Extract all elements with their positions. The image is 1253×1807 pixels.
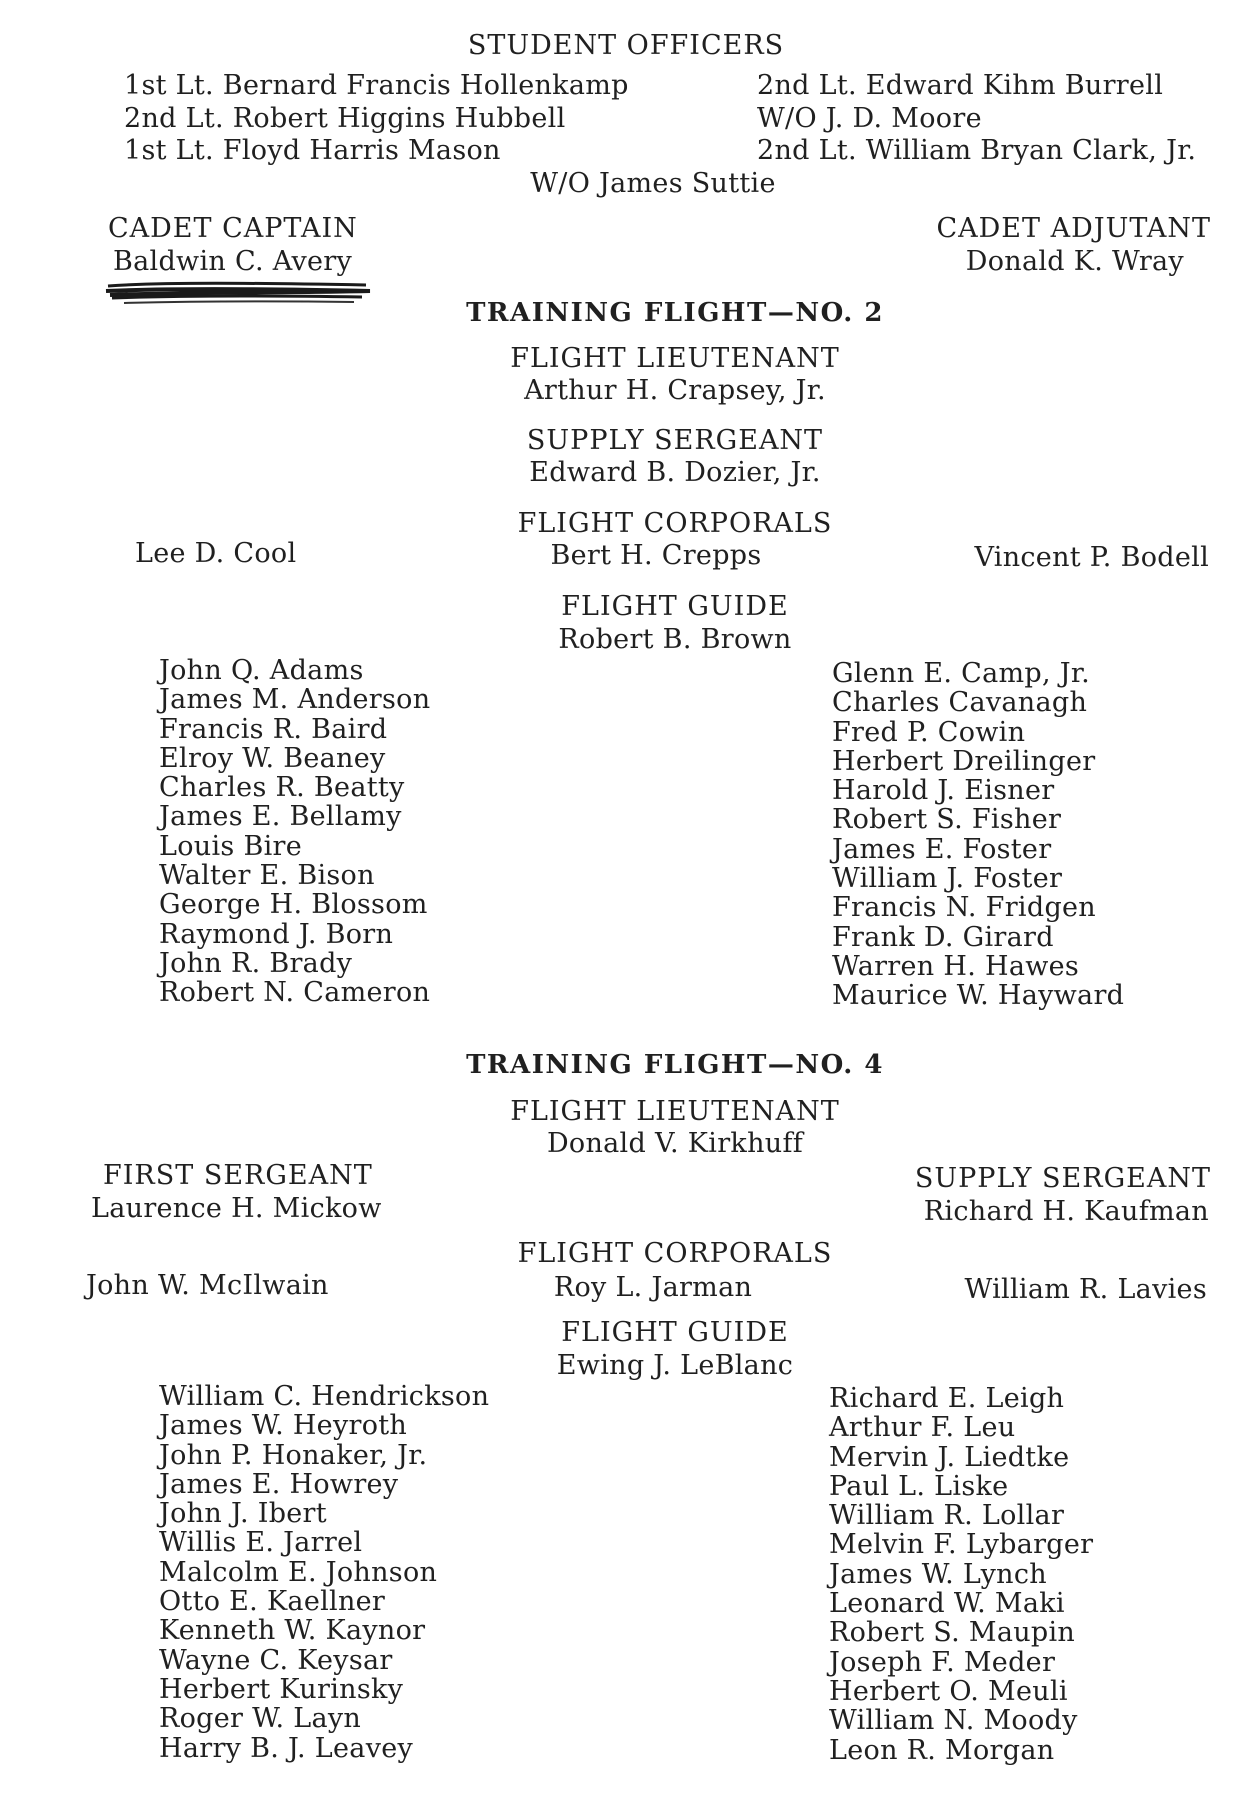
member-name: Louis Bire — [159, 830, 303, 862]
flight4-guide-name: Ewing J. LeBlanc — [556, 1350, 794, 1381]
flight4-lieutenant-title: FLIGHT LIEUTENANT — [510, 1096, 840, 1127]
ink-scribble-underline — [104, 280, 374, 306]
member-name: Herbert O. Meuli — [829, 1675, 1068, 1707]
member-name: Richard E. Leigh — [829, 1383, 1065, 1414]
flight2-supply-name: Edward B. Dozier, Jr. — [529, 457, 821, 488]
member-name: Wayne C. Keysar — [159, 1644, 393, 1676]
cadet-captain-name: Baldwin C. Avery — [113, 246, 353, 277]
member-name: James W. Lynch — [829, 1558, 1047, 1590]
member-name: John Q. Adams — [159, 655, 364, 686]
student-officer-name: 2nd Lt. Edward Kihm Burrell — [757, 70, 1164, 101]
flight4-supply-title: SUPPLY SERGEANT — [914, 1163, 1211, 1194]
member-name: Melvin F. Lybarger — [829, 1529, 1094, 1561]
flight4-corporals-title: FLIGHT CORPORALS — [517, 1238, 833, 1269]
student-officer-name: W/O James Suttie — [530, 168, 776, 199]
member-name: Warren H. Hawes — [832, 950, 1080, 982]
member-name: Fred P. Cowin — [832, 716, 1026, 748]
student-officers-heading: STUDENT OFFICERS — [467, 30, 785, 61]
member-name: Maurice W. Hayward — [832, 980, 1125, 1012]
cadet-captain-title: CADET CAPTAIN — [108, 213, 358, 244]
member-name: Glenn E. Camp, Jr. — [832, 658, 1090, 689]
member-name: William R. Lollar — [829, 1500, 1065, 1532]
member-name: George H. Blossom — [159, 889, 428, 921]
cadet-adjutant-name: Donald K. Wray — [965, 246, 1184, 277]
flight4-guide-title: FLIGHT GUIDE — [561, 1317, 789, 1348]
member-name: Paul L. Liske — [829, 1470, 1009, 1502]
member-name: James E. Howrey — [159, 1468, 399, 1500]
flight4-heading: TRAINING FLIGHT—NO. 4 — [466, 1050, 884, 1080]
member-name: John R. Brady — [159, 947, 353, 979]
flight4-lieutenant-name: Donald V. Kirkhuff — [546, 1128, 804, 1159]
member-name: Leon R. Morgan — [829, 1734, 1055, 1766]
member-name: Herbert Dreilinger — [832, 745, 1096, 777]
member-name: William J. Foster — [832, 863, 1063, 895]
flight4-members-right — [829, 1384, 1093, 1765]
flight4-first-sergeant-title: FIRST SERGEANT — [103, 1160, 373, 1191]
member-name: Otto E. Kaellner — [159, 1586, 386, 1618]
flight4-corporal-right: William R. Lavies — [964, 1274, 1207, 1305]
member-name: Harold J. Eisner — [832, 775, 1055, 807]
member-name: Robert S. Maupin — [829, 1617, 1076, 1649]
flight2-guide-title: FLIGHT GUIDE — [561, 591, 789, 622]
flight2-corporal-right: Vincent P. Bodell — [974, 542, 1209, 573]
member-name: James E. Foster — [832, 833, 1052, 865]
member-name: Walter E. Bison — [159, 860, 375, 892]
flight2-lieutenant-name: Arthur H. Crapsey, Jr. — [524, 375, 826, 406]
member-name: Francis R. Baird — [159, 713, 388, 745]
member-name: Kenneth W. Kaynor — [159, 1615, 426, 1647]
member-name: John P. Honaker, Jr. — [159, 1439, 428, 1471]
flight4-corporal-left: John W. McIlwain — [86, 1270, 329, 1301]
member-name: Raymond J. Born — [159, 918, 394, 950]
flight2-members-left — [159, 656, 430, 1008]
member-name: Robert N. Cameron — [159, 977, 431, 1009]
member-name: Elroy W. Beaney — [159, 742, 386, 774]
student-officer-name: 2nd Lt. Robert Higgins Hubbell — [124, 103, 566, 134]
member-name: James M. Anderson — [159, 684, 431, 716]
member-name: Harry B. J. Leavey — [159, 1732, 414, 1764]
flight4-corporal-center: Roy L. Jarman — [553, 1272, 753, 1303]
member-name: Francis N. Fridgen — [832, 892, 1096, 924]
flight2-corporals-title: FLIGHT CORPORALS — [517, 508, 833, 539]
member-name: John J. Ibert — [159, 1498, 327, 1530]
member-name: Charles Cavanagh — [832, 687, 1088, 719]
flight2-heading: TRAINING FLIGHT—NO. 2 — [466, 298, 884, 328]
flight2-corporal-center: Bert H. Crepps — [550, 540, 762, 571]
member-name: Joseph F. Meder — [829, 1646, 1056, 1678]
cadet-adjutant-title: CADET ADJUTANT — [936, 213, 1211, 244]
member-name: Roger W. Layn — [159, 1703, 362, 1735]
flight2-corporal-left: Lee D. Cool — [135, 538, 297, 569]
member-name: Charles R. Beatty — [159, 772, 405, 804]
flight2-guide-name: Robert B. Brown — [558, 624, 792, 655]
member-name: Willis E. Jarrel — [159, 1527, 363, 1559]
member-name: Mervin J. Liedtke — [829, 1441, 1070, 1473]
member-name: James W. Heyroth — [159, 1410, 408, 1442]
flight2-members-right — [832, 659, 1124, 1011]
student-officer-name: 1st Lt. Bernard Francis Hollenkamp — [124, 70, 629, 101]
member-name: Robert S. Fisher — [832, 804, 1062, 836]
flight2-supply-title: SUPPLY SERGEANT — [526, 425, 824, 456]
student-officer-name: 1st Lt. Floyd Harris Mason — [124, 135, 501, 166]
member-name: Leonard W. Maki — [829, 1588, 1065, 1620]
student-officer-name: 2nd Lt. William Bryan Clark, Jr. — [757, 135, 1197, 166]
student-officer-name: W/O J. D. Moore — [757, 103, 982, 134]
member-name: William C. Hendrickson — [159, 1381, 490, 1412]
flight4-first-sergeant-name: Laurence H. Mickow — [91, 1193, 382, 1224]
flight4-supply-name: Richard H. Kaufman — [923, 1196, 1209, 1227]
member-name: Malcolm E. Johnson — [159, 1556, 438, 1588]
member-name: James E. Bellamy — [159, 801, 402, 833]
member-name: William N. Moody — [829, 1705, 1078, 1737]
member-name: Herbert Kurinsky — [159, 1673, 404, 1705]
flight2-lieutenant-title: FLIGHT LIEUTENANT — [510, 343, 840, 374]
flight4-members-left — [159, 1382, 489, 1763]
member-name: Frank D. Girard — [832, 921, 1054, 953]
member-name: Arthur F. Leu — [829, 1412, 1016, 1444]
